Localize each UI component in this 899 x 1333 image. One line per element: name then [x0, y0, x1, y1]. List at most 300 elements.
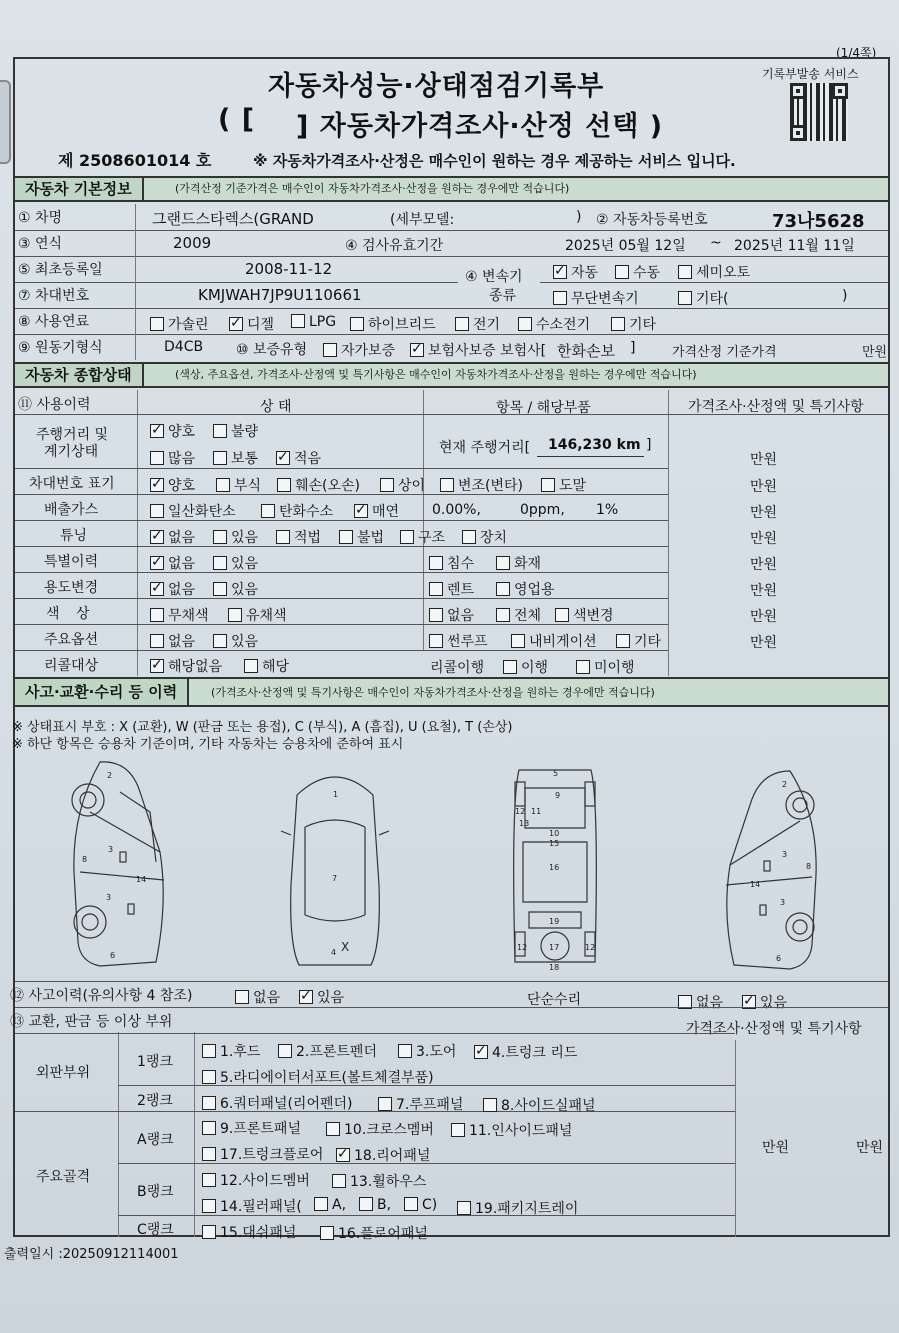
part-15-dash-panel[interactable]: [202, 1222, 296, 1242]
part-13-wheel-house[interactable]: [332, 1171, 426, 1191]
emission-value-3: 1%: [596, 502, 619, 518]
repair-none[interactable]: [678, 992, 723, 1012]
mileage-normal-checkbox[interactable]: [213, 451, 227, 465]
color-whole[interactable]: [496, 605, 541, 625]
mileage-many-checkbox[interactable]: [150, 451, 164, 465]
special-fire-label: 화재: [514, 556, 542, 572]
option-none-checkbox[interactable]: [150, 634, 164, 648]
tuning-legal[interactable]: [276, 527, 321, 547]
fuel-hybrid-label: 하이브리드: [368, 317, 436, 333]
inspection-to: 2025년 11월 11일: [734, 238, 855, 254]
emission-co-label: 일산화탄소: [168, 504, 236, 520]
gauge-good-checkbox[interactable]: [150, 424, 164, 438]
tuning-exist-checkbox[interactable]: [213, 530, 227, 544]
sub-model-label: (세부모델:: [390, 212, 455, 228]
part-18-rear-panel[interactable]: [336, 1145, 430, 1165]
part-9-front-panel[interactable]: [202, 1118, 301, 1138]
color-none-checkbox[interactable]: [429, 608, 443, 622]
emission-value-1: 0.00%,: [432, 502, 481, 518]
accident-exist[interactable]: [299, 987, 344, 1007]
section-basic-note: (가격산정 기준가격은 매수인이 자동차가격조사·산정을 원하는 경우에만 적습니다): [175, 182, 570, 195]
trans-manual-checkbox[interactable]: [615, 265, 629, 279]
part-5-checkbox[interactable]: [202, 1070, 216, 1084]
recall-yes-checkbox[interactable]: [244, 659, 258, 673]
right-part-3b: 3: [780, 898, 786, 907]
part-3-checkbox[interactable]: [398, 1044, 412, 1058]
part-5-label: 5.라디에이터서포트(볼트체결부품): [220, 1070, 434, 1086]
gauge-good[interactable]: [150, 421, 195, 441]
tuning-device-label: 장치: [480, 530, 508, 546]
color-chromatic-label: 유채색: [246, 608, 287, 624]
warranty-self-label: 자가보증: [341, 343, 396, 359]
trans-semi-checkbox[interactable]: [678, 265, 692, 279]
plate-damage-checkbox[interactable]: [277, 478, 291, 492]
part-1-hood[interactable]: [202, 1041, 260, 1061]
year-label: ③ 연식: [18, 236, 63, 252]
top-part-4: 4: [331, 948, 337, 957]
vin-label: ⑦ 차대번호: [18, 288, 90, 304]
part-2-fender[interactable]: [278, 1041, 377, 1061]
outer-panel-label: 외판부위: [36, 1065, 91, 1081]
plate-diff-checkbox[interactable]: [380, 478, 394, 492]
tuning-device-checkbox[interactable]: [462, 530, 476, 544]
warranty-insurer-checkbox[interactable]: [410, 343, 424, 357]
purpose-business[interactable]: [496, 579, 555, 599]
current-mileage-close: ]: [646, 437, 652, 453]
fuel-lpg-checkbox[interactable]: [291, 314, 305, 328]
special-label: 특별이력: [44, 554, 99, 570]
part-1-checkbox[interactable]: [202, 1044, 216, 1058]
repair-exist-label: 있음: [760, 995, 788, 1011]
trans-manual[interactable]: [615, 262, 660, 282]
trans-auto[interactable]: [553, 262, 598, 282]
trans-other-checkbox[interactable]: [678, 291, 692, 305]
tuning-label: 튜닝: [60, 528, 88, 544]
part-12-side-member[interactable]: [202, 1170, 310, 1190]
part-10-cross-member[interactable]: [326, 1119, 434, 1139]
recall-not-checkbox[interactable]: [576, 660, 590, 674]
tuning-structure-label: 구조: [418, 530, 446, 546]
part-14b-checkbox[interactable]: [359, 1197, 373, 1211]
fuel-gasoline-checkbox[interactable]: [150, 317, 164, 331]
tuning-legal-checkbox[interactable]: [276, 530, 290, 544]
left-part-14: 14: [136, 875, 147, 884]
part-8-side-sill[interactable]: [483, 1095, 596, 1115]
mileage-normal[interactable]: [213, 448, 258, 468]
option-navigation[interactable]: [511, 631, 597, 651]
fuel-hybrid-checkbox[interactable]: [350, 317, 364, 331]
part-14a-checkbox[interactable]: [314, 1197, 328, 1211]
purpose-business-checkbox[interactable]: [496, 582, 510, 596]
part-11-inside-panel[interactable]: [451, 1120, 572, 1140]
part-9-label: 9.프론트패널: [220, 1121, 301, 1137]
fuel-lpg[interactable]: [291, 314, 336, 330]
part-12-checkbox[interactable]: [202, 1173, 216, 1187]
part-14-pillar-b[interactable]: [359, 1197, 391, 1213]
color-whole-checkbox[interactable]: [496, 608, 510, 622]
color-achromatic[interactable]: [150, 605, 209, 625]
left-part-3b: 3: [106, 893, 112, 902]
special-none[interactable]: [150, 553, 195, 573]
fuel-electric[interactable]: [455, 314, 500, 334]
option-other[interactable]: [616, 631, 661, 651]
fuel-other-checkbox[interactable]: [611, 317, 625, 331]
part-13-checkbox[interactable]: [332, 1174, 346, 1188]
fuel-electric-checkbox[interactable]: [455, 317, 469, 331]
recall-done-checkbox[interactable]: [503, 660, 517, 674]
plate-good-checkbox[interactable]: [150, 478, 164, 492]
engine-value: D4CB: [164, 339, 204, 355]
color-change[interactable]: [555, 605, 614, 625]
special-exist-checkbox[interactable]: [213, 556, 227, 570]
special-fire[interactable]: [496, 553, 541, 573]
trans-auto-label: 자동: [571, 265, 599, 281]
plate-rust-checkbox[interactable]: [216, 478, 230, 492]
emission-hc[interactable]: [261, 501, 333, 521]
first-reg-value: 2008-11-12: [245, 260, 333, 278]
trans-other[interactable]: [678, 288, 729, 308]
col-state: 상 태: [260, 399, 292, 415]
under-part-11: 11: [531, 807, 542, 816]
repair-none-label: 없음: [696, 995, 724, 1011]
recall-done-text: 이행: [521, 660, 549, 676]
option-sunroof-label: 썬루프: [447, 634, 488, 650]
accident-exist-checkbox[interactable]: [299, 990, 313, 1004]
part-14c-checkbox[interactable]: [404, 1197, 418, 1211]
part-14-checkbox[interactable]: [202, 1199, 216, 1213]
rankA-label: A랭크: [137, 1132, 174, 1148]
trans-auto-checkbox[interactable]: [553, 265, 567, 279]
special-exist-label: 있음: [231, 556, 259, 572]
gauge-bad[interactable]: [213, 421, 258, 441]
part-9-checkbox[interactable]: [202, 1121, 216, 1135]
exchange-won-2: 만원: [856, 1140, 884, 1156]
usage-history-label: ⑪ 사용이력: [18, 397, 91, 413]
purpose-rent-checkbox[interactable]: [429, 582, 443, 596]
recall-none[interactable]: [150, 656, 222, 676]
mileage-few-label: 적음: [294, 451, 322, 467]
part-14-pillar-c[interactable]: [404, 1197, 437, 1213]
plate-diff-label: 상이: [398, 478, 426, 494]
purpose-rent-label: 렌트: [447, 582, 475, 598]
inspection-from: 2025년 05월 12일: [565, 238, 686, 254]
trans-cvt-checkbox[interactable]: [553, 291, 567, 305]
option-none[interactable]: [150, 631, 195, 651]
right-part-14: 14: [750, 880, 761, 889]
fuel-hybrid[interactable]: [350, 314, 436, 334]
tuning-none-checkbox[interactable]: [150, 530, 164, 544]
section-overall-header: [15, 362, 888, 388]
color-chromatic-checkbox[interactable]: [228, 608, 242, 622]
recall-not[interactable]: [576, 657, 635, 677]
under-part-13: 13: [519, 819, 530, 828]
recall-yes[interactable]: [244, 656, 289, 676]
plate-damage-label: 훼손(오손): [295, 478, 361, 494]
recall-label: 리콜대상: [44, 658, 99, 674]
col-price: 가격조사·산정액 및 특기사항: [688, 399, 864, 415]
right-part-8: 8: [806, 862, 812, 871]
car-diagram-underbody: [505, 762, 605, 976]
emission-hc-checkbox[interactable]: [261, 504, 275, 518]
under-part-5: 5: [553, 769, 559, 778]
mileage-few[interactable]: [276, 448, 321, 468]
emission-hc-label: 탄화수소: [279, 504, 334, 520]
part-17-checkbox[interactable]: [202, 1147, 216, 1161]
option-exist-label: 있음: [231, 634, 259, 650]
current-mileage-value: 146,230 km: [548, 437, 641, 453]
right-part-3a: 3: [782, 850, 788, 859]
plate-alter-checkbox[interactable]: [440, 478, 454, 492]
inspection-label: ④ 검사유효기간: [345, 238, 444, 254]
trans-semi[interactable]: [678, 262, 750, 282]
part-6-checkbox[interactable]: [202, 1096, 216, 1110]
emission-co-checkbox[interactable]: [150, 504, 164, 518]
car-name-value: 그랜드스타렉스(GRAND: [152, 210, 314, 228]
left-part-6: 6: [110, 951, 116, 960]
fuel-hydrogen-checkbox[interactable]: [518, 317, 532, 331]
option-none-label: 없음: [168, 634, 196, 650]
part-4-checkbox[interactable]: [474, 1045, 488, 1059]
mileage-many[interactable]: [150, 448, 195, 468]
tuning-illegal-checkbox[interactable]: [339, 530, 353, 544]
part-3-label: 3.도어: [416, 1044, 457, 1060]
purpose-rent[interactable]: [429, 579, 474, 599]
part-14-label: 14.필러패널(: [220, 1199, 302, 1215]
car-diagram-top-view: [275, 765, 395, 973]
tuning-won: 만원: [750, 531, 778, 547]
part-19-package-tray[interactable]: [457, 1198, 578, 1218]
option-other-label: 기타: [634, 634, 662, 650]
under-part-10: 10: [549, 829, 560, 838]
fuel-hydrogen[interactable]: [518, 314, 590, 334]
color-achromatic-checkbox[interactable]: [150, 608, 164, 622]
part-10-label: 10.크로스멤버: [344, 1122, 434, 1138]
trans-other-close: ): [842, 288, 848, 304]
accident-exist-label: 있음: [317, 990, 345, 1006]
exchange-price-col: 가격조사·산정액 및 특기사항: [686, 1021, 862, 1037]
warranty-insurer-label: 보험사보증 보험사[: [428, 343, 547, 359]
purpose-none[interactable]: [150, 579, 195, 599]
car-diagram-right-side: [720, 765, 825, 975]
purpose-none-checkbox[interactable]: [150, 582, 164, 596]
under-part-12c: 12: [585, 943, 596, 952]
plate-good-label: 양호: [168, 478, 196, 494]
tuning-exist[interactable]: [213, 527, 258, 547]
legend-line-1: ※ 상태표시 부호 : X (교환), W (판금 또는 용접), C (부식), A (흠집), U (요철), T (손상): [12, 720, 513, 735]
qr-code-icon[interactable]: [790, 83, 848, 141]
plate-stolen-label: 도말: [559, 478, 587, 494]
print-datetime: 출력일시 :20250912114001: [4, 1247, 179, 1262]
emission-co[interactable]: [150, 501, 236, 521]
accident-history-label: ⑫ 사고이력(유의사항 4 참조): [10, 988, 193, 1004]
color-label: 색 상: [46, 606, 96, 622]
purpose-label: 용도변경: [44, 580, 99, 596]
car-diagram-left-side: [60, 752, 180, 974]
left-part-8: 8: [82, 855, 88, 864]
emission-smoke[interactable]: [354, 501, 399, 521]
part-16-floor-panel[interactable]: [320, 1223, 428, 1243]
option-won: 만원: [750, 635, 778, 651]
mileage-few-checkbox[interactable]: [276, 451, 290, 465]
color-whole-label: 전체: [514, 608, 542, 624]
part-2-checkbox[interactable]: [278, 1044, 292, 1058]
color-chromatic[interactable]: [228, 605, 287, 625]
part-15-label: 15.대쉬패널: [220, 1225, 297, 1241]
year-value: 2009: [173, 234, 212, 252]
plate-damage[interactable]: [277, 475, 360, 495]
under-part-12b: 12: [517, 943, 528, 952]
part-13-label: 13.휠하우스: [350, 1174, 427, 1190]
plate-stolen-checkbox[interactable]: [541, 478, 555, 492]
col-item: 항목 / 해당부품: [496, 400, 591, 416]
part-15-checkbox[interactable]: [202, 1225, 216, 1239]
part-6-label: 6.쿼터패널(리어펜더): [220, 1096, 353, 1112]
part-8-checkbox[interactable]: [483, 1098, 497, 1112]
transmission-label-2: 종류: [489, 288, 517, 304]
emission-value-2: 0ppm,: [520, 502, 565, 518]
tuning-legal-label: 적법: [294, 530, 322, 546]
plate-stolen[interactable]: [541, 475, 586, 495]
tuning-illegal-label: 불법: [357, 530, 385, 546]
top-part-4-mark: X: [341, 940, 350, 954]
rank2-label: 2랭크: [137, 1093, 173, 1109]
part-11-checkbox[interactable]: [451, 1123, 465, 1137]
price-base-label: 가격산정 기준가격: [672, 345, 777, 360]
inspection-tilde: ~: [710, 235, 722, 251]
fuel-other[interactable]: [611, 314, 656, 334]
special-exist[interactable]: [213, 553, 258, 573]
emission-smoke-checkbox[interactable]: [354, 504, 368, 518]
warranty-insurer[interactable]: [410, 340, 546, 360]
part-17-label: 17.트렁크플로어: [220, 1147, 324, 1163]
special-flood[interactable]: [429, 553, 474, 573]
mileage-normal-label: 보통: [231, 451, 259, 467]
trans-cvt[interactable]: [553, 288, 639, 308]
exchange-label: ⑬ 교환, 판금 등 이상 부위: [10, 1014, 173, 1030]
color-won: 만원: [750, 609, 778, 625]
purpose-exist-checkbox[interactable]: [213, 582, 227, 596]
special-fire-checkbox[interactable]: [496, 556, 510, 570]
special-flood-label: 침수: [447, 556, 475, 572]
part-10-checkbox[interactable]: [326, 1122, 340, 1136]
tuning-illegal[interactable]: [339, 527, 384, 547]
tuning-structure-checkbox[interactable]: [400, 530, 414, 544]
color-change-checkbox[interactable]: [555, 608, 569, 622]
part-5-radiator-support[interactable]: [202, 1067, 434, 1087]
qr-caption: 기록부발송 서비스: [762, 67, 859, 81]
part-16-checkbox[interactable]: [320, 1226, 334, 1240]
fuel-diesel-checkbox[interactable]: [229, 317, 243, 331]
gauge-bad-label: 불량: [231, 424, 259, 440]
part-14-pillar[interactable]: [202, 1196, 302, 1216]
fuel-diesel[interactable]: [229, 314, 274, 334]
gauge-bad-checkbox[interactable]: [213, 424, 227, 438]
under-part-12a: 12: [515, 807, 526, 816]
part-17-trunk-floor[interactable]: [202, 1144, 323, 1164]
part-7-roof[interactable]: [378, 1094, 463, 1114]
part-18-checkbox[interactable]: [336, 1148, 350, 1162]
warranty-self-checkbox[interactable]: [323, 343, 337, 357]
mileage-won: 만원: [750, 452, 778, 468]
option-exist-checkbox[interactable]: [213, 634, 227, 648]
special-none-checkbox[interactable]: [150, 556, 164, 570]
part-19-checkbox[interactable]: [457, 1201, 471, 1215]
fuel-label: ⑧ 사용연료: [18, 314, 90, 330]
purpose-exist[interactable]: [213, 579, 258, 599]
fuel-hydrogen-label: 수소전기: [536, 317, 591, 333]
fuel-gasoline[interactable]: [150, 314, 209, 334]
recall-done[interactable]: [503, 657, 548, 677]
fuel-diesel-label: 디젤: [247, 317, 275, 333]
special-flood-checkbox[interactable]: [429, 556, 443, 570]
part-1-label: 1.후드: [220, 1044, 261, 1060]
accident-none-label: 없음: [253, 990, 281, 1006]
plate-rust[interactable]: [216, 475, 261, 495]
section-basic-title: 자동차 기본정보: [15, 178, 144, 200]
purpose-won: 만원: [750, 583, 778, 599]
part-3-door[interactable]: [398, 1041, 456, 1061]
color-none[interactable]: [429, 605, 474, 625]
recall-none-checkbox[interactable]: [150, 659, 164, 673]
repair-exist[interactable]: [742, 992, 787, 1012]
special-none-label: 없음: [168, 556, 196, 572]
form-title: 자동차성능·상태점검기록부: [268, 71, 605, 102]
insurer-close: ]: [630, 340, 636, 356]
part-2-label: 2.프론트펜더: [296, 1044, 377, 1060]
plate-alter[interactable]: [440, 475, 523, 495]
option-sunroof[interactable]: [429, 631, 488, 651]
plate-diff[interactable]: [380, 475, 425, 495]
part-4-trunk-lid[interactable]: [474, 1042, 577, 1062]
option-sunroof-checkbox[interactable]: [429, 634, 443, 648]
insurer-name: 한화손보: [557, 342, 615, 360]
part-6-quarter-panel[interactable]: [202, 1093, 352, 1113]
option-other-checkbox[interactable]: [616, 634, 630, 648]
part-11-label: 11.인사이드패널: [469, 1123, 573, 1139]
accident-none[interactable]: [235, 987, 280, 1007]
plate-good[interactable]: [150, 475, 195, 495]
exchange-won-1: 만원: [762, 1140, 790, 1156]
top-part-7: 7: [332, 874, 338, 883]
tuning-structure[interactable]: [400, 527, 445, 547]
reg-no-value: 73나5628: [772, 211, 865, 232]
tuning-none[interactable]: [150, 527, 195, 547]
option-exist[interactable]: [213, 631, 258, 651]
document-number: 제 2508601014 호: [58, 151, 212, 170]
part-19-label: 19.패키지트레이: [475, 1201, 579, 1217]
trans-other-label: 기타(: [696, 291, 729, 307]
part-14-pillar-a[interactable]: [314, 1197, 346, 1213]
under-part-19: 19: [549, 917, 560, 926]
part-14a-label: A,: [332, 1197, 347, 1213]
under-part-15: 15: [549, 839, 560, 848]
recall-not-label: 미이행: [594, 660, 635, 676]
section-accident-note: (가격조사·산정액 및 특기사항은 매수인이 자동차가격조사·산정을 원하는 경우에만 적습니다): [211, 686, 655, 699]
section-accident-title: 사고·교환·수리 등 이력: [15, 679, 189, 705]
top-part-1: 1: [333, 790, 339, 799]
plate-label: 차대번호 표기: [29, 476, 115, 492]
part-8-label: 8.사이드실패널: [501, 1098, 596, 1114]
section-basic-header: [15, 176, 888, 202]
option-navigation-checkbox[interactable]: [511, 634, 525, 648]
accident-none-checkbox[interactable]: [235, 990, 249, 1004]
warranty-self[interactable]: [323, 340, 395, 360]
part-4-label: 4.트렁크 리드: [492, 1045, 578, 1061]
tuning-device[interactable]: [462, 527, 507, 547]
emission-won: 만원: [750, 505, 778, 521]
part-7-checkbox[interactable]: [378, 1097, 392, 1111]
purpose-business-label: 영업용: [514, 582, 555, 598]
